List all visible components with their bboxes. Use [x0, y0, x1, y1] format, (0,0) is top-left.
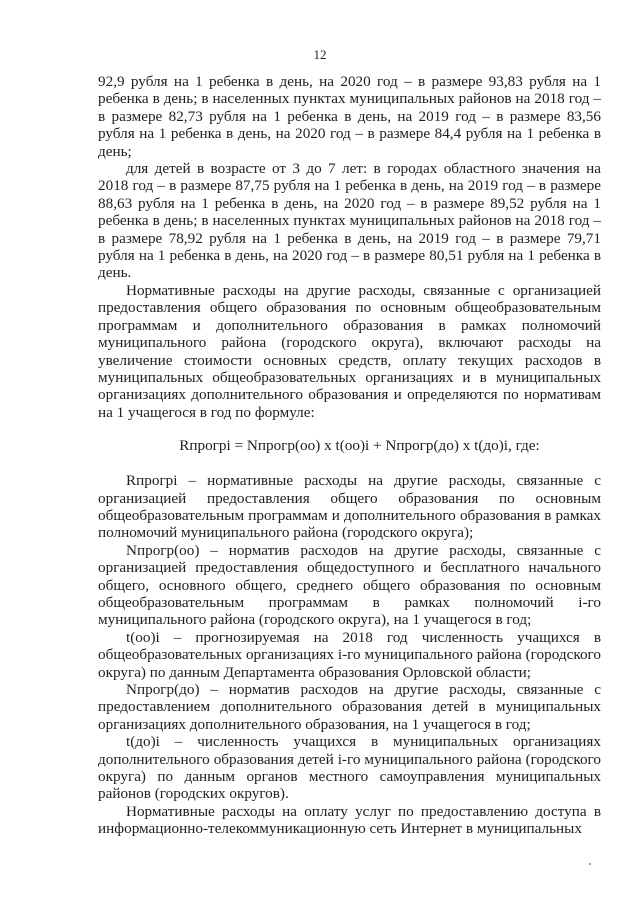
definition-nprogr-oo: Nпрогр(оо) – норматив расходов на другие расходы, связанные с организацией предоставления общедоступного и бесплатного начального общего, основного общего, среднего общего образования по основным общеобразовательным программам в рамках полномочий i-го муниципального района (городского округа), на 1 учащегося в год; — [98, 541, 601, 629]
definition-t-oo: t(оо)i – прогнозируемая на 2018 год численность учащихся в общеобразовательных организациях i-го муниципального района (городского округа) по данным Департамента образования Орловской области; — [98, 628, 601, 681]
paragraph-rates-continued: 92,9 рубля на 1 ребенка в день, на 2020 год – в размере 93,83 рубля на 1 ребенка в день; в населенных пунктах муниципальных районов на 2018 год – в размере 82,73 рубля на 1 ребенка в день, на 2019 год – в размере 83,56 рубля на 1 ребенка в день, на 2020 год – в размере 84,4 рубля на 1 ребенка в день; — [98, 73, 601, 160]
document-body — [98, 73, 601, 838]
paragraph-other-expenses: Нормативные расходы на другие расходы, связанные с организацией предоставления общего образования по основным общеобразовательным программам и дополнительного образования в рамках полномочий муниципального района (городского округа), включают расходы на увеличение стоимости основных средств, оплату текущих расходов в муниципальных общеобразовательных организациях и в муниципальных организациях дополнительного образования и определяются по нормативам на 1 учащегося в год по формуле: — [98, 281, 601, 421]
paragraph-internet-expenses: Нормативные расходы на оплату услуг по предоставлению доступа в информационно-телекоммуникационную сеть Интернет в муниципальных — [98, 802, 601, 838]
definition-t-do: t(до)i – численность учащихся в муниципальных организациях дополнительного образования детей i-го муниципального района (городского округа) по данным органов местного самоуправления муниципальных районов (городских округов). — [98, 733, 601, 803]
definition-rprogr: Rпрогрi – нормативные расходы на другие расходы, связанные с организацией предоставления общего образования по основным общеобразовательным программам и дополнительного образования в рамках полномочий муниципального района (городского округа); — [98, 472, 601, 542]
definition-nprogr-do: Nпрогр(до) – норматив расходов на другие расходы, связанные с предоставлением дополнительного образования детей в муниципальных организациях дополнительного образования, на 1 учащегося в год; — [98, 681, 601, 733]
paragraph-rates-3-to-7: для детей в возрасте от 3 до 7 лет: в городах областного значения на 2018 год – в размере 87,75 рубля на 1 ребенка в день, на 2019 год – в размере 88,63 рубля на 1 ребенка в день, на 2020 год – в размере 89,52 рубля на 1 ребенка в день; в населенных пунктах муниципальных районов на 2018 год – в размере 78,92 рубля на 1 ребенка в день, на 2019 год – в размере 79,71 рубля на 1 ребенка в день, на 2020 год – в размере 80,51 рубля на 1 ребенка в день. — [98, 160, 601, 282]
scan-speck — [589, 863, 591, 865]
page-number: 12 — [313, 47, 327, 62]
formula: Rпрогрi = Nпрогр(оо) x t(оо)i + Nпрогр(до) x t(до)i, где: — [179, 437, 540, 455]
